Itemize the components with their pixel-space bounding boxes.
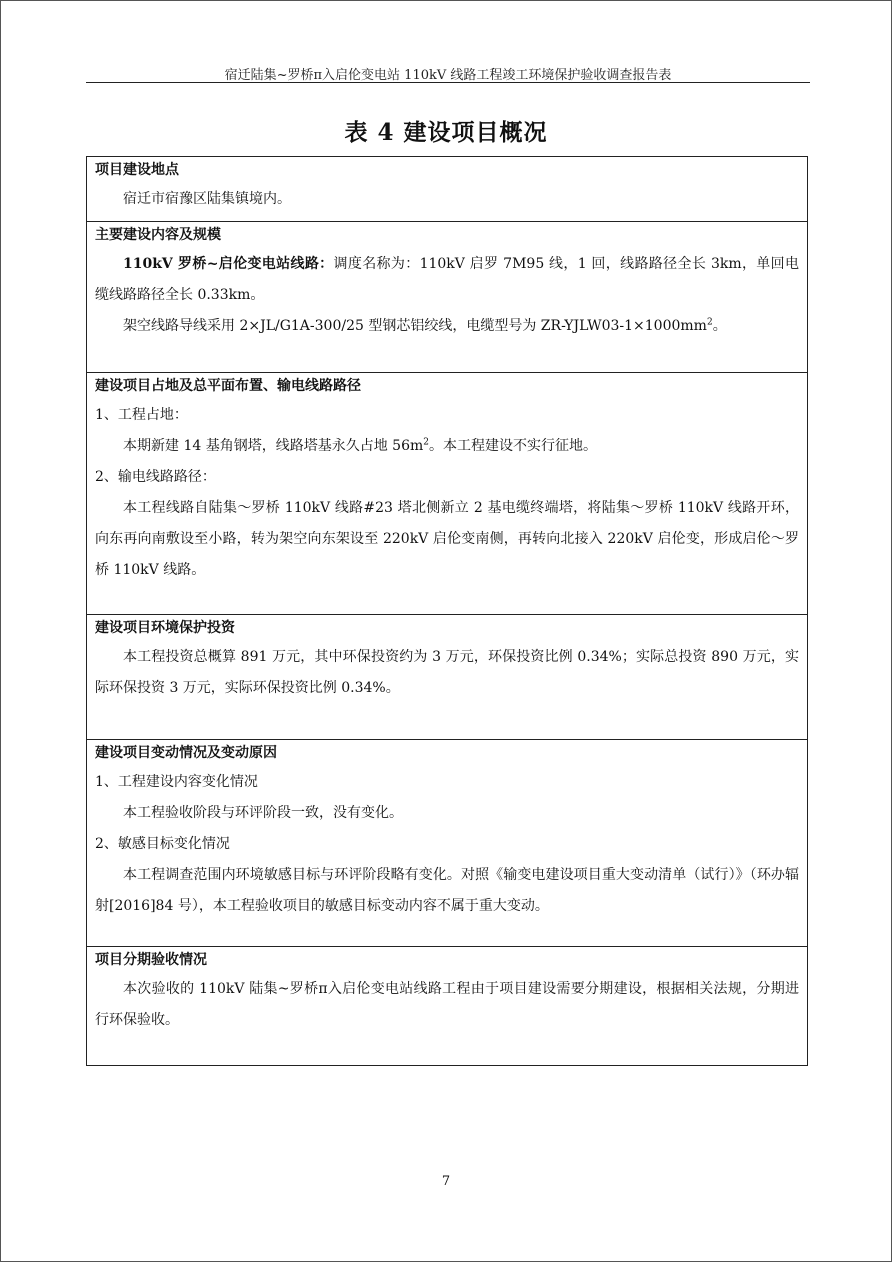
content-paragraph-2: [95, 311, 799, 342]
route-item-2-title: 2、输电线路路径：: [95, 469, 216, 485]
running-header: 宿迁陆集~罗桥π入启伦变电站 110kV 线路工程竣工环境保护验收调查报告表: [224, 68, 672, 83]
change-item-2-title: 2、敏感目标变化情况: [95, 836, 230, 852]
section-investment: [87, 614, 807, 739]
section-heading: 建设项目环境保护投资: [95, 620, 235, 636]
content-paragraph-1: [95, 249, 799, 311]
land-text: 本期新建 14 基角钢塔，线路塔基永久占地 56m: [123, 438, 424, 454]
land-item-1-title: 1、工程占地：: [95, 407, 188, 423]
land-item-1-text: [95, 431, 799, 462]
section-construction-content: [87, 221, 807, 372]
change-item-1-title: 1、工程建设内容变化情况: [95, 774, 258, 790]
line-name-lead: 110kV 罗桥~启伦变电站线路：: [123, 256, 334, 272]
section-heading: 主要建设内容及规模: [95, 227, 221, 243]
change-item-2-text: 本工程调查范围内环境敏感目标与环评阶段略有变化。对照《输变电建设项目重大变动清单（试行）》（环办辐射[2016]84 号），本工程验收项目的敏感目标变动内容不属于重大变动。: [95, 867, 799, 914]
page-number: 7: [441, 1174, 451, 1189]
phased-text: 本次验收的 110kV 陆集~罗桥π入启伦变电站线路工程由于项目建设需要分期建设，根据相关法规，分期进行环保验收。: [95, 981, 799, 1028]
section-changes: [87, 739, 807, 946]
content-text-2-end: 。: [712, 318, 727, 334]
table-title: 表 4 建设项目概况: [344, 119, 548, 146]
change-item-1-text: 本工程验收阶段与环评阶段一致，没有变化。: [123, 805, 403, 821]
route-item-2-text: 本工程线路自陆集～罗桥 110kV 线路#23 塔北侧新立 2 基电缆终端塔，将陆集～罗桥 110kV 线路开环，向东再向南敷设至小路，转为架空向东架设至 220kV 启伦变南侧，再转向北接入 220kV 启伦变，形成启伦～罗桥 110kV 线路。: [95, 500, 799, 578]
section-location: [87, 157, 807, 221]
section-heading: 建设项目变动情况及变动原因: [95, 745, 277, 761]
location-text: 宿迁市宿豫区陆集镇境内。: [123, 191, 291, 207]
content-text-1: 调度名称为：110kV 启罗 7M95 线，1 回，线路路径全长 3km，单回电缆线路路径全长 0.33km。: [95, 256, 799, 303]
content-text-2: 架空线路导线采用 2×JL/G1A-300/25 型钢芯铝绞线，电缆型号为 ZR-YJLW03-1×1000mm: [123, 318, 707, 334]
superscript: 2: [706, 317, 713, 328]
investment-text: 本工程投资总概算 891 万元，其中环保投资约为 3 万元，环保投资比例 0.34%；实际总投资 890 万元，实际环保投资 3 万元，实际环保投资比例 0.34%。: [95, 649, 799, 696]
section-heading: 建设项目占地及总平面布置、输电线路路径: [95, 378, 361, 394]
section-phased-acceptance: [87, 946, 807, 1065]
section-heading: 项目分期验收情况: [95, 952, 207, 968]
superscript: 2: [423, 437, 429, 448]
section-land-and-route: [87, 372, 807, 614]
land-text-end: 。本工程建设不实行征地。: [429, 438, 597, 454]
header-rule: [86, 82, 810, 83]
overview-table: [86, 156, 808, 1066]
section-heading: 项目建设地点: [95, 162, 179, 178]
